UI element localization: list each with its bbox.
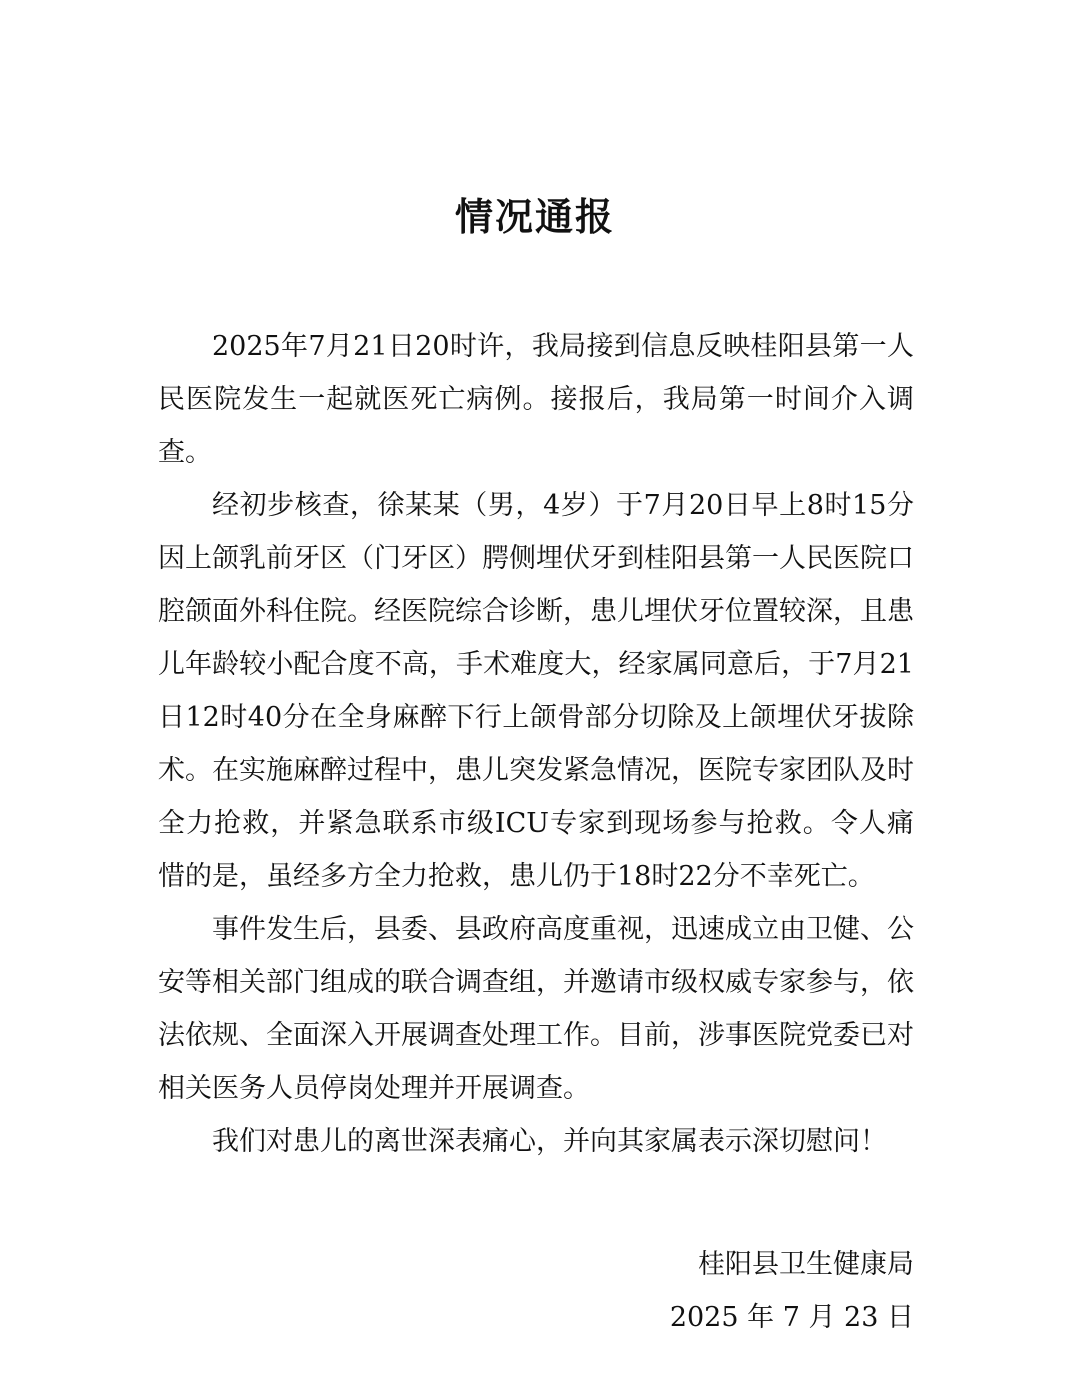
document-body: [158, 320, 914, 1168]
paragraph-report-received: 2025年7月21日20时许，我局接到信息反映桂阳县第一人民医院发生一起就医死亡病例。接报后，我局第一时间介入调查。: [158, 331, 914, 468]
issuing-organization: 桂阳县卫生健康局: [698, 1249, 914, 1280]
issue-date: 2025 年 7 月 23 日: [669, 1302, 914, 1333]
paragraph-preliminary-findings: 经初步核查，徐某某（男，4岁）于7月20日早上8时15分因上颌乳前牙区（门牙区）腭侧埋伏牙到桂阳县第一人民医院口腔颌面外科住院。经医院综合诊断，患儿埋伏牙位置较深，且患儿年龄较小配合度不高，手术难度大，经家属同意后，于7月21日12时40分在全身麻醉下行上颌骨部分切除及上颌埋伏牙拔除术。在实施麻醉过程中，患儿突发紧急情况，医院专家团队及时全力抢救，并紧急联系市级ICU专家到现场参与抢救。令人痛惜的是，虽经多方全力抢救，患儿仍于18时22分不幸死亡。: [158, 490, 914, 892]
paragraph-investigation: 事件发生后，县委、县政府高度重视，迅速成立由卫健、公安等相关部门组成的联合调查组，并邀请市级权威专家参与，依法依规、全面深入开展调查处理工作。目前，涉事医院党委已对相关医务人员停岗处理并开展调查。: [158, 914, 914, 1104]
signature-block: [670, 1238, 914, 1344]
document-title: 情况通报: [454, 194, 615, 239]
paragraph-condolences: 我们对患儿的离世深表痛心，并向其家属表示深切慰问！: [212, 1126, 887, 1157]
